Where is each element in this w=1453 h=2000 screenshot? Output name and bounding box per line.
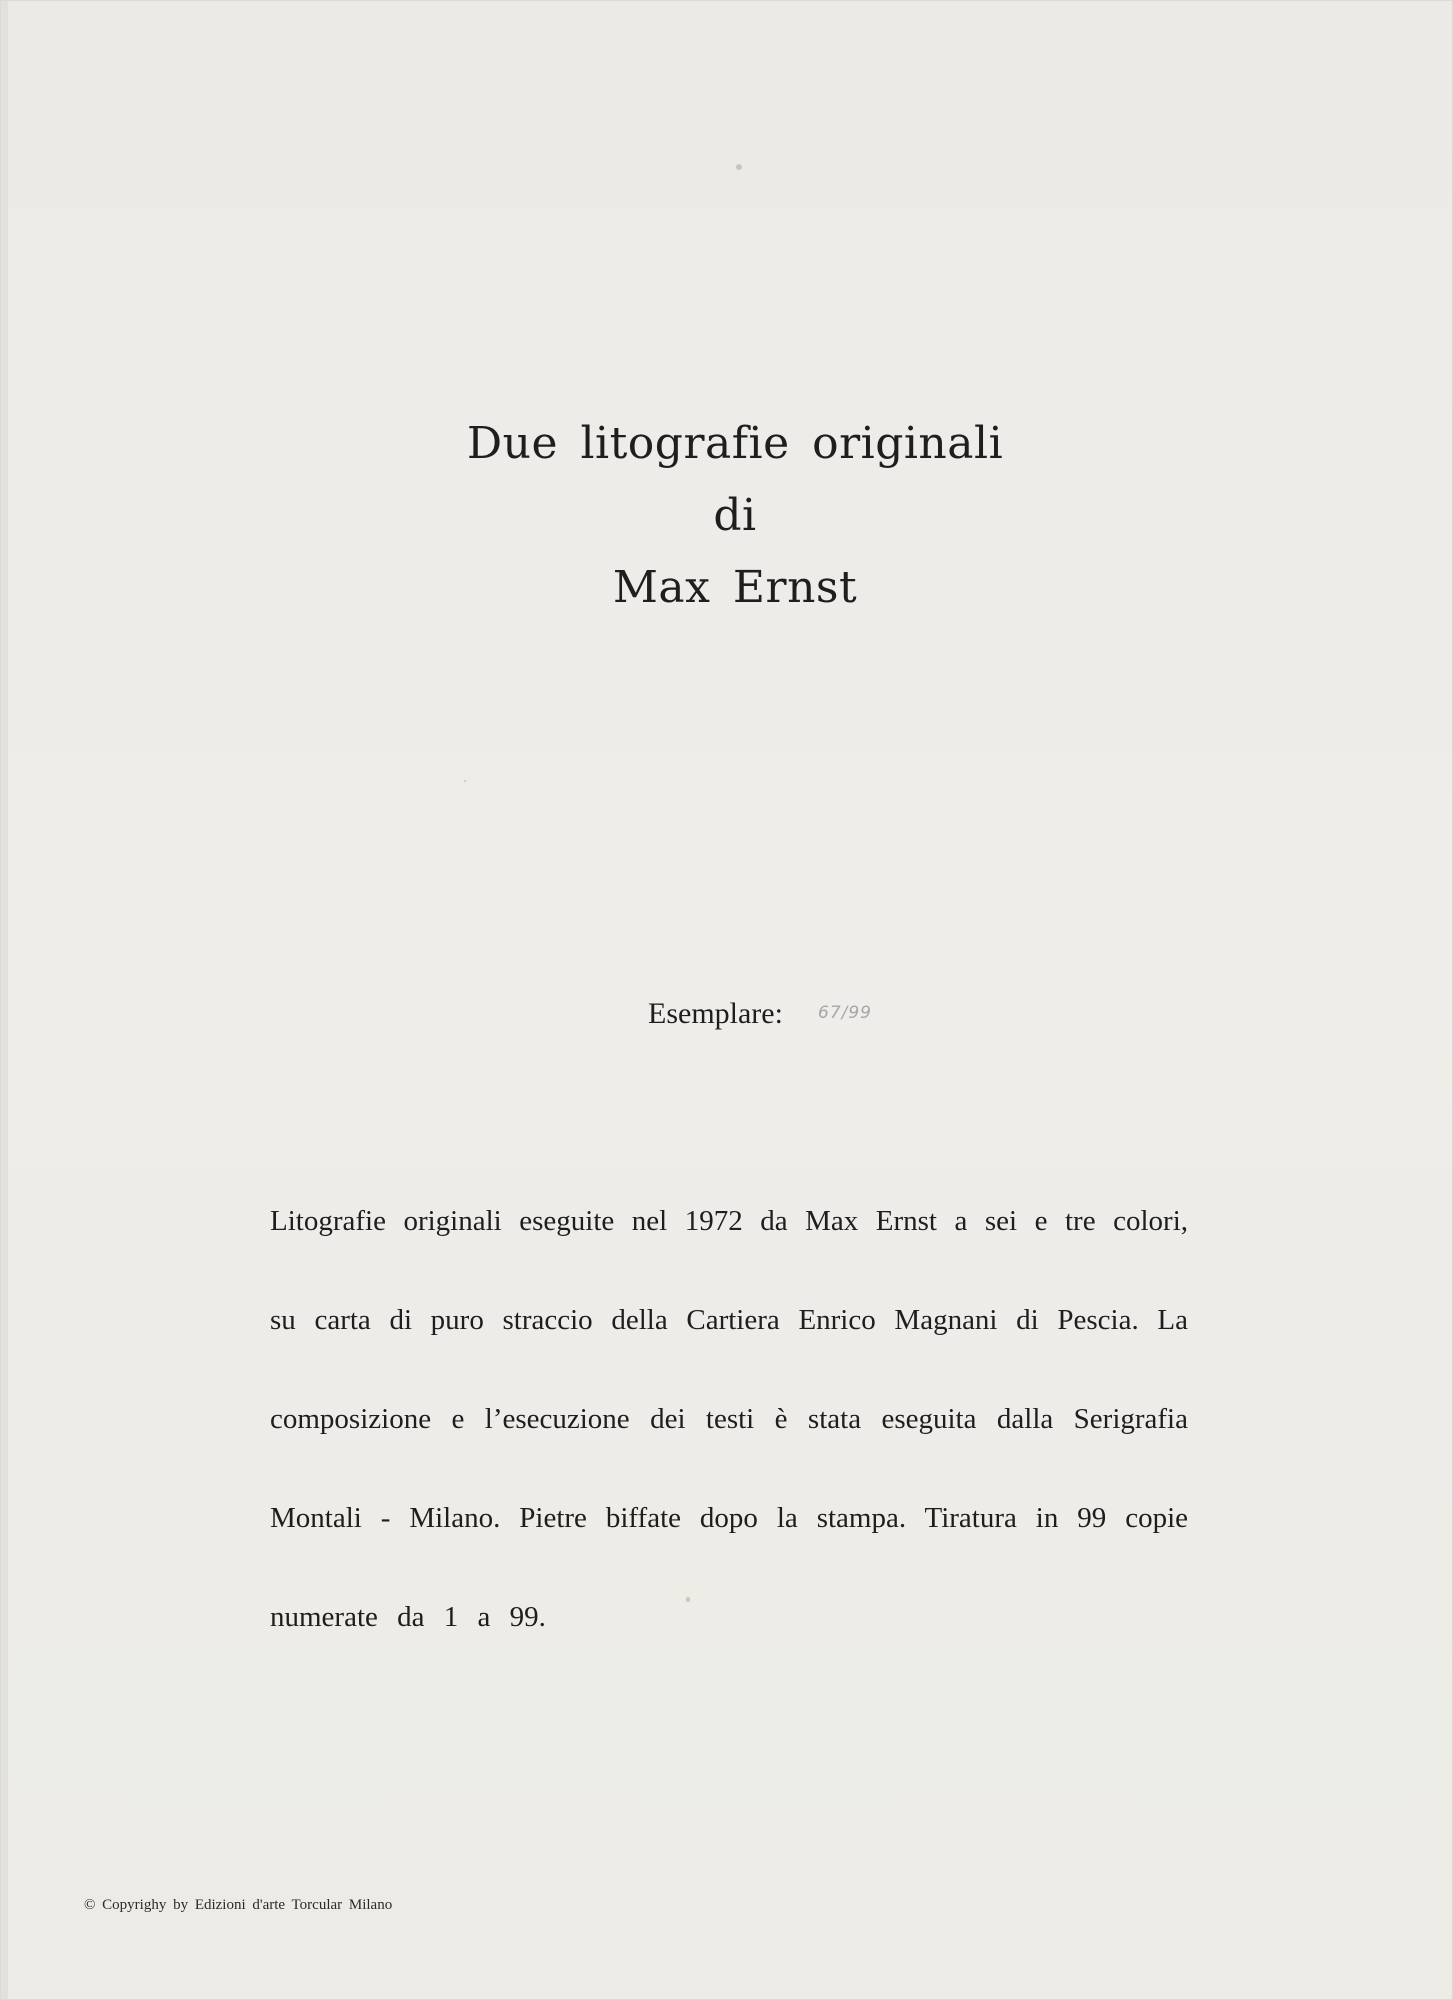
- colophon-line: Montali - Milano. Pietre biffate dopo la stampa. Tiratura in 99 copie: [270, 1502, 1188, 1534]
- title-line-3: Max Ernst: [612, 562, 858, 613]
- title-line-2: di: [713, 490, 757, 541]
- copyright-notice: © Copyrighy by Edizioni d'arte Torcular Milano: [84, 1897, 393, 1913]
- edition-block: [648, 997, 872, 1031]
- title-line-1: Due litografie originali: [466, 418, 1004, 469]
- colophon-line: numerate da 1 a 99.: [270, 1601, 546, 1633]
- title-block: [0, 408, 1453, 624]
- edition-label: Esemplare:: [648, 997, 783, 1030]
- colophon-line: su carta di puro straccio della Cartiera Enrico Magnani di Pescia. La: [270, 1304, 1188, 1336]
- paper-speck: [464, 780, 466, 782]
- colophon-line: composizione e l’esecuzione dei testi è stata eseguita dalla Serigrafia: [270, 1403, 1188, 1435]
- colophon-line: Litografie originali eseguite nel 1972 da Max Ernst a sei e tre colori,: [270, 1205, 1188, 1237]
- paper-speck: [736, 164, 742, 170]
- edition-number: 67/99: [818, 1003, 872, 1023]
- colophon-text: [270, 1172, 1188, 1667]
